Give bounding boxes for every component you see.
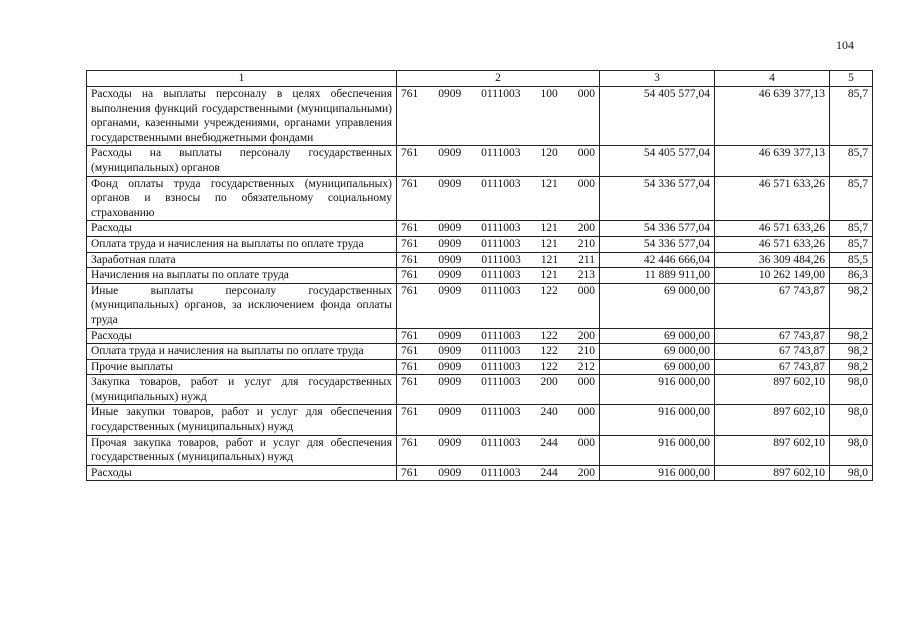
code-section: 0909: [438, 436, 462, 449]
code-kosgu: 000: [577, 406, 595, 419]
header-cell-4: 4: [715, 71, 830, 87]
code-expense-type: 122: [540, 284, 558, 297]
code-expense-type: 122: [540, 360, 558, 373]
row-description: Иные закупки товаров, работ и услуг для обеспечения государственных (муниципальных) нужд: [87, 405, 397, 435]
code-kosgu: 000: [577, 436, 595, 449]
row-classification-codes: [397, 359, 600, 375]
code-target-article: 0111003: [481, 269, 521, 282]
row-description: Расходы на выплаты персоналу государственных (муниципальных) органов: [87, 146, 397, 176]
row-classification-codes: [397, 465, 600, 481]
code-expense-type: 120: [540, 147, 558, 160]
header-cell-1: 1: [87, 71, 397, 87]
code-target-article: 0111003: [481, 284, 521, 297]
row-classification-codes: [397, 375, 600, 405]
row-description: Оплата труда и начисления на выплаты по оплате труда: [87, 344, 397, 360]
code-ministry: 761: [401, 222, 419, 235]
row-classification-codes: [397, 405, 600, 435]
code-section: 0909: [438, 406, 462, 419]
row-planned-amount: 54 405 577,04: [600, 146, 715, 176]
code-kosgu: 000: [577, 177, 595, 190]
row-execution-percent: 98,2: [830, 359, 873, 375]
table-row: [87, 283, 873, 328]
code-target-article: 0111003: [481, 177, 521, 190]
row-classification-codes: [397, 87, 600, 146]
table-row: [87, 359, 873, 375]
code-ministry: 761: [401, 177, 419, 190]
row-executed-amount: 10 262 149,00: [715, 268, 830, 284]
row-description: Расходы: [87, 328, 397, 344]
row-planned-amount: 69 000,00: [600, 328, 715, 344]
header-cell-3: 3: [600, 71, 715, 87]
header-cell-2: 2: [397, 71, 600, 87]
row-execution-percent: 98,2: [830, 344, 873, 360]
code-ministry: 761: [401, 88, 419, 100]
row-planned-amount: 11 889 911,00: [600, 268, 715, 284]
row-executed-amount: 897 602,10: [715, 405, 830, 435]
code-target-article: 0111003: [481, 345, 521, 358]
row-description: Иные выплаты персоналу государственных (муниципальных) органов, за исключением фонда оплаты труда: [87, 283, 397, 328]
code-kosgu: 210: [577, 237, 595, 250]
row-planned-amount: 916 000,00: [600, 465, 715, 481]
code-expense-type: 100: [540, 88, 558, 100]
code-section: 0909: [438, 360, 462, 373]
row-execution-percent: 86,3: [830, 268, 873, 284]
code-target-article: 0111003: [481, 406, 521, 419]
code-kosgu: 000: [577, 147, 595, 160]
code-expense-type: 200: [540, 376, 558, 389]
header-cell-5: 5: [830, 71, 873, 87]
row-execution-percent: 98,0: [830, 375, 873, 405]
row-execution-percent: 85,7: [830, 87, 873, 146]
code-kosgu: 000: [577, 376, 595, 389]
code-expense-type: 240: [540, 406, 558, 419]
row-classification-codes: [397, 252, 600, 268]
row-executed-amount: 46 639 377,13: [715, 146, 830, 176]
row-planned-amount: 42 446 666,04: [600, 252, 715, 268]
code-ministry: 761: [401, 436, 419, 449]
table-row: [87, 375, 873, 405]
code-target-article: 0111003: [481, 222, 521, 235]
code-target-article: 0111003: [481, 147, 521, 160]
row-planned-amount: 54 336 577,04: [600, 236, 715, 252]
table-row: [87, 221, 873, 237]
table-row: [87, 87, 873, 146]
row-executed-amount: 67 743,87: [715, 344, 830, 360]
table-row: [87, 236, 873, 252]
code-ministry: 761: [401, 237, 419, 250]
code-ministry: 761: [401, 329, 419, 342]
code-kosgu: 000: [577, 88, 595, 100]
code-section: 0909: [438, 284, 462, 297]
row-description: Закупка товаров, работ и услуг для государственных (муниципальных) нужд: [87, 375, 397, 405]
code-ministry: 761: [401, 147, 419, 160]
row-executed-amount: 897 602,10: [715, 375, 830, 405]
row-classification-codes: [397, 236, 600, 252]
code-ministry: 761: [401, 284, 419, 297]
code-target-article: 0111003: [481, 360, 521, 373]
table-row: [87, 465, 873, 481]
row-executed-amount: 36 309 484,26: [715, 252, 830, 268]
code-target-article: 0111003: [481, 436, 521, 449]
row-execution-percent: 98,2: [830, 328, 873, 344]
code-target-article: 0111003: [481, 88, 521, 100]
row-execution-percent: 98,0: [830, 405, 873, 435]
row-executed-amount: 67 743,87: [715, 328, 830, 344]
code-target-article: 0111003: [481, 237, 521, 250]
row-description: Прочие выплаты: [87, 359, 397, 375]
row-execution-percent: 98,2: [830, 283, 873, 328]
budget-table: [86, 70, 873, 481]
code-expense-type: 122: [540, 345, 558, 358]
code-section: 0909: [438, 222, 462, 235]
row-execution-percent: 98,0: [830, 435, 873, 465]
code-section: 0909: [438, 269, 462, 282]
row-execution-percent: 85,7: [830, 236, 873, 252]
code-section: 0909: [438, 253, 462, 266]
row-description: Заработная плата: [87, 252, 397, 268]
code-ministry: 761: [401, 360, 419, 373]
page-number: 104: [836, 38, 854, 52]
table-row: [87, 176, 873, 221]
code-section: 0909: [438, 88, 462, 100]
code-expense-type: 244: [540, 466, 558, 479]
code-target-article: 0111003: [481, 253, 521, 266]
row-classification-codes: [397, 344, 600, 360]
row-classification-codes: [397, 435, 600, 465]
code-ministry: 761: [401, 253, 419, 266]
row-description: Расходы: [87, 465, 397, 481]
code-expense-type: 121: [540, 269, 558, 282]
code-target-article: 0111003: [481, 466, 521, 479]
row-planned-amount: 69 000,00: [600, 344, 715, 360]
code-kosgu: 210: [577, 345, 595, 358]
code-kosgu: 200: [577, 222, 595, 235]
header-row: [87, 71, 873, 87]
table-row: [87, 252, 873, 268]
row-executed-amount: 67 743,87: [715, 359, 830, 375]
row-executed-amount: 46 571 633,26: [715, 236, 830, 252]
code-kosgu: 200: [577, 466, 595, 479]
code-section: 0909: [438, 329, 462, 342]
row-execution-percent: 85,7: [830, 176, 873, 221]
code-expense-type: 121: [540, 237, 558, 250]
row-classification-codes: [397, 283, 600, 328]
row-executed-amount: 897 602,10: [715, 465, 830, 481]
row-planned-amount: 54 336 577,04: [600, 176, 715, 221]
table-row: [87, 268, 873, 284]
row-executed-amount: 897 602,10: [715, 435, 830, 465]
row-description: Расходы на выплаты персоналу в целях обеспечения выполнения функций государственными (муниципальными) органами, казенными учреждениями, органами управления государственными внебюджетными фондами: [87, 87, 397, 146]
row-classification-codes: [397, 146, 600, 176]
table-row: [87, 328, 873, 344]
row-execution-percent: 85,7: [830, 146, 873, 176]
table-row: [87, 405, 873, 435]
row-executed-amount: 46 571 633,26: [715, 221, 830, 237]
code-expense-type: 244: [540, 436, 558, 449]
code-kosgu: 212: [577, 360, 595, 373]
code-section: 0909: [438, 177, 462, 190]
row-execution-percent: 98,0: [830, 465, 873, 481]
code-expense-type: 121: [540, 222, 558, 235]
code-kosgu: 213: [577, 269, 595, 282]
row-classification-codes: [397, 221, 600, 237]
row-planned-amount: 916 000,00: [600, 435, 715, 465]
row-classification-codes: [397, 328, 600, 344]
row-description: Прочая закупка товаров, работ и услуг для обеспечения государственных (муниципальных) нужд: [87, 435, 397, 465]
row-planned-amount: 69 000,00: [600, 359, 715, 375]
table-row: [87, 146, 873, 176]
row-planned-amount: 916 000,00: [600, 375, 715, 405]
code-ministry: 761: [401, 269, 419, 282]
row-planned-amount: 69 000,00: [600, 283, 715, 328]
code-kosgu: 000: [577, 284, 595, 297]
code-section: 0909: [438, 147, 462, 160]
code-target-article: 0111003: [481, 376, 521, 389]
row-planned-amount: 916 000,00: [600, 405, 715, 435]
table-row: [87, 344, 873, 360]
code-expense-type: 122: [540, 329, 558, 342]
code-expense-type: 121: [540, 253, 559, 266]
row-classification-codes: [397, 176, 600, 221]
code-ministry: 761: [401, 345, 419, 358]
code-kosgu: 211: [578, 253, 595, 266]
row-description: Расходы: [87, 221, 397, 237]
row-description: Фонд оплаты труда государственных (муниципальных) органов и взносы по обязательному социальному страхованию: [87, 176, 397, 221]
code-target-article: 0111003: [481, 329, 521, 342]
row-description: Оплата труда и начисления на выплаты по оплате труда: [87, 236, 397, 252]
row-executed-amount: 46 571 633,26: [715, 176, 830, 221]
code-ministry: 761: [401, 376, 419, 389]
code-section: 0909: [438, 466, 462, 479]
row-executed-amount: 67 743,87: [715, 283, 830, 328]
code-section: 0909: [438, 237, 462, 250]
row-planned-amount: 54 336 577,04: [600, 221, 715, 237]
row-execution-percent: 85,7: [830, 221, 873, 237]
code-ministry: 761: [401, 466, 419, 479]
code-section: 0909: [438, 345, 462, 358]
table-body: [87, 87, 873, 481]
row-description: Начисления на выплаты по оплате труда: [87, 268, 397, 284]
row-classification-codes: [397, 268, 600, 284]
row-execution-percent: 85,5: [830, 252, 873, 268]
table-row: [87, 435, 873, 465]
row-planned-amount: 54 405 577,04: [600, 87, 715, 146]
code-ministry: 761: [401, 406, 419, 419]
code-kosgu: 200: [577, 329, 595, 342]
code-expense-type: 121: [540, 177, 558, 190]
code-section: 0909: [438, 376, 462, 389]
row-executed-amount: 46 639 377,13: [715, 87, 830, 146]
